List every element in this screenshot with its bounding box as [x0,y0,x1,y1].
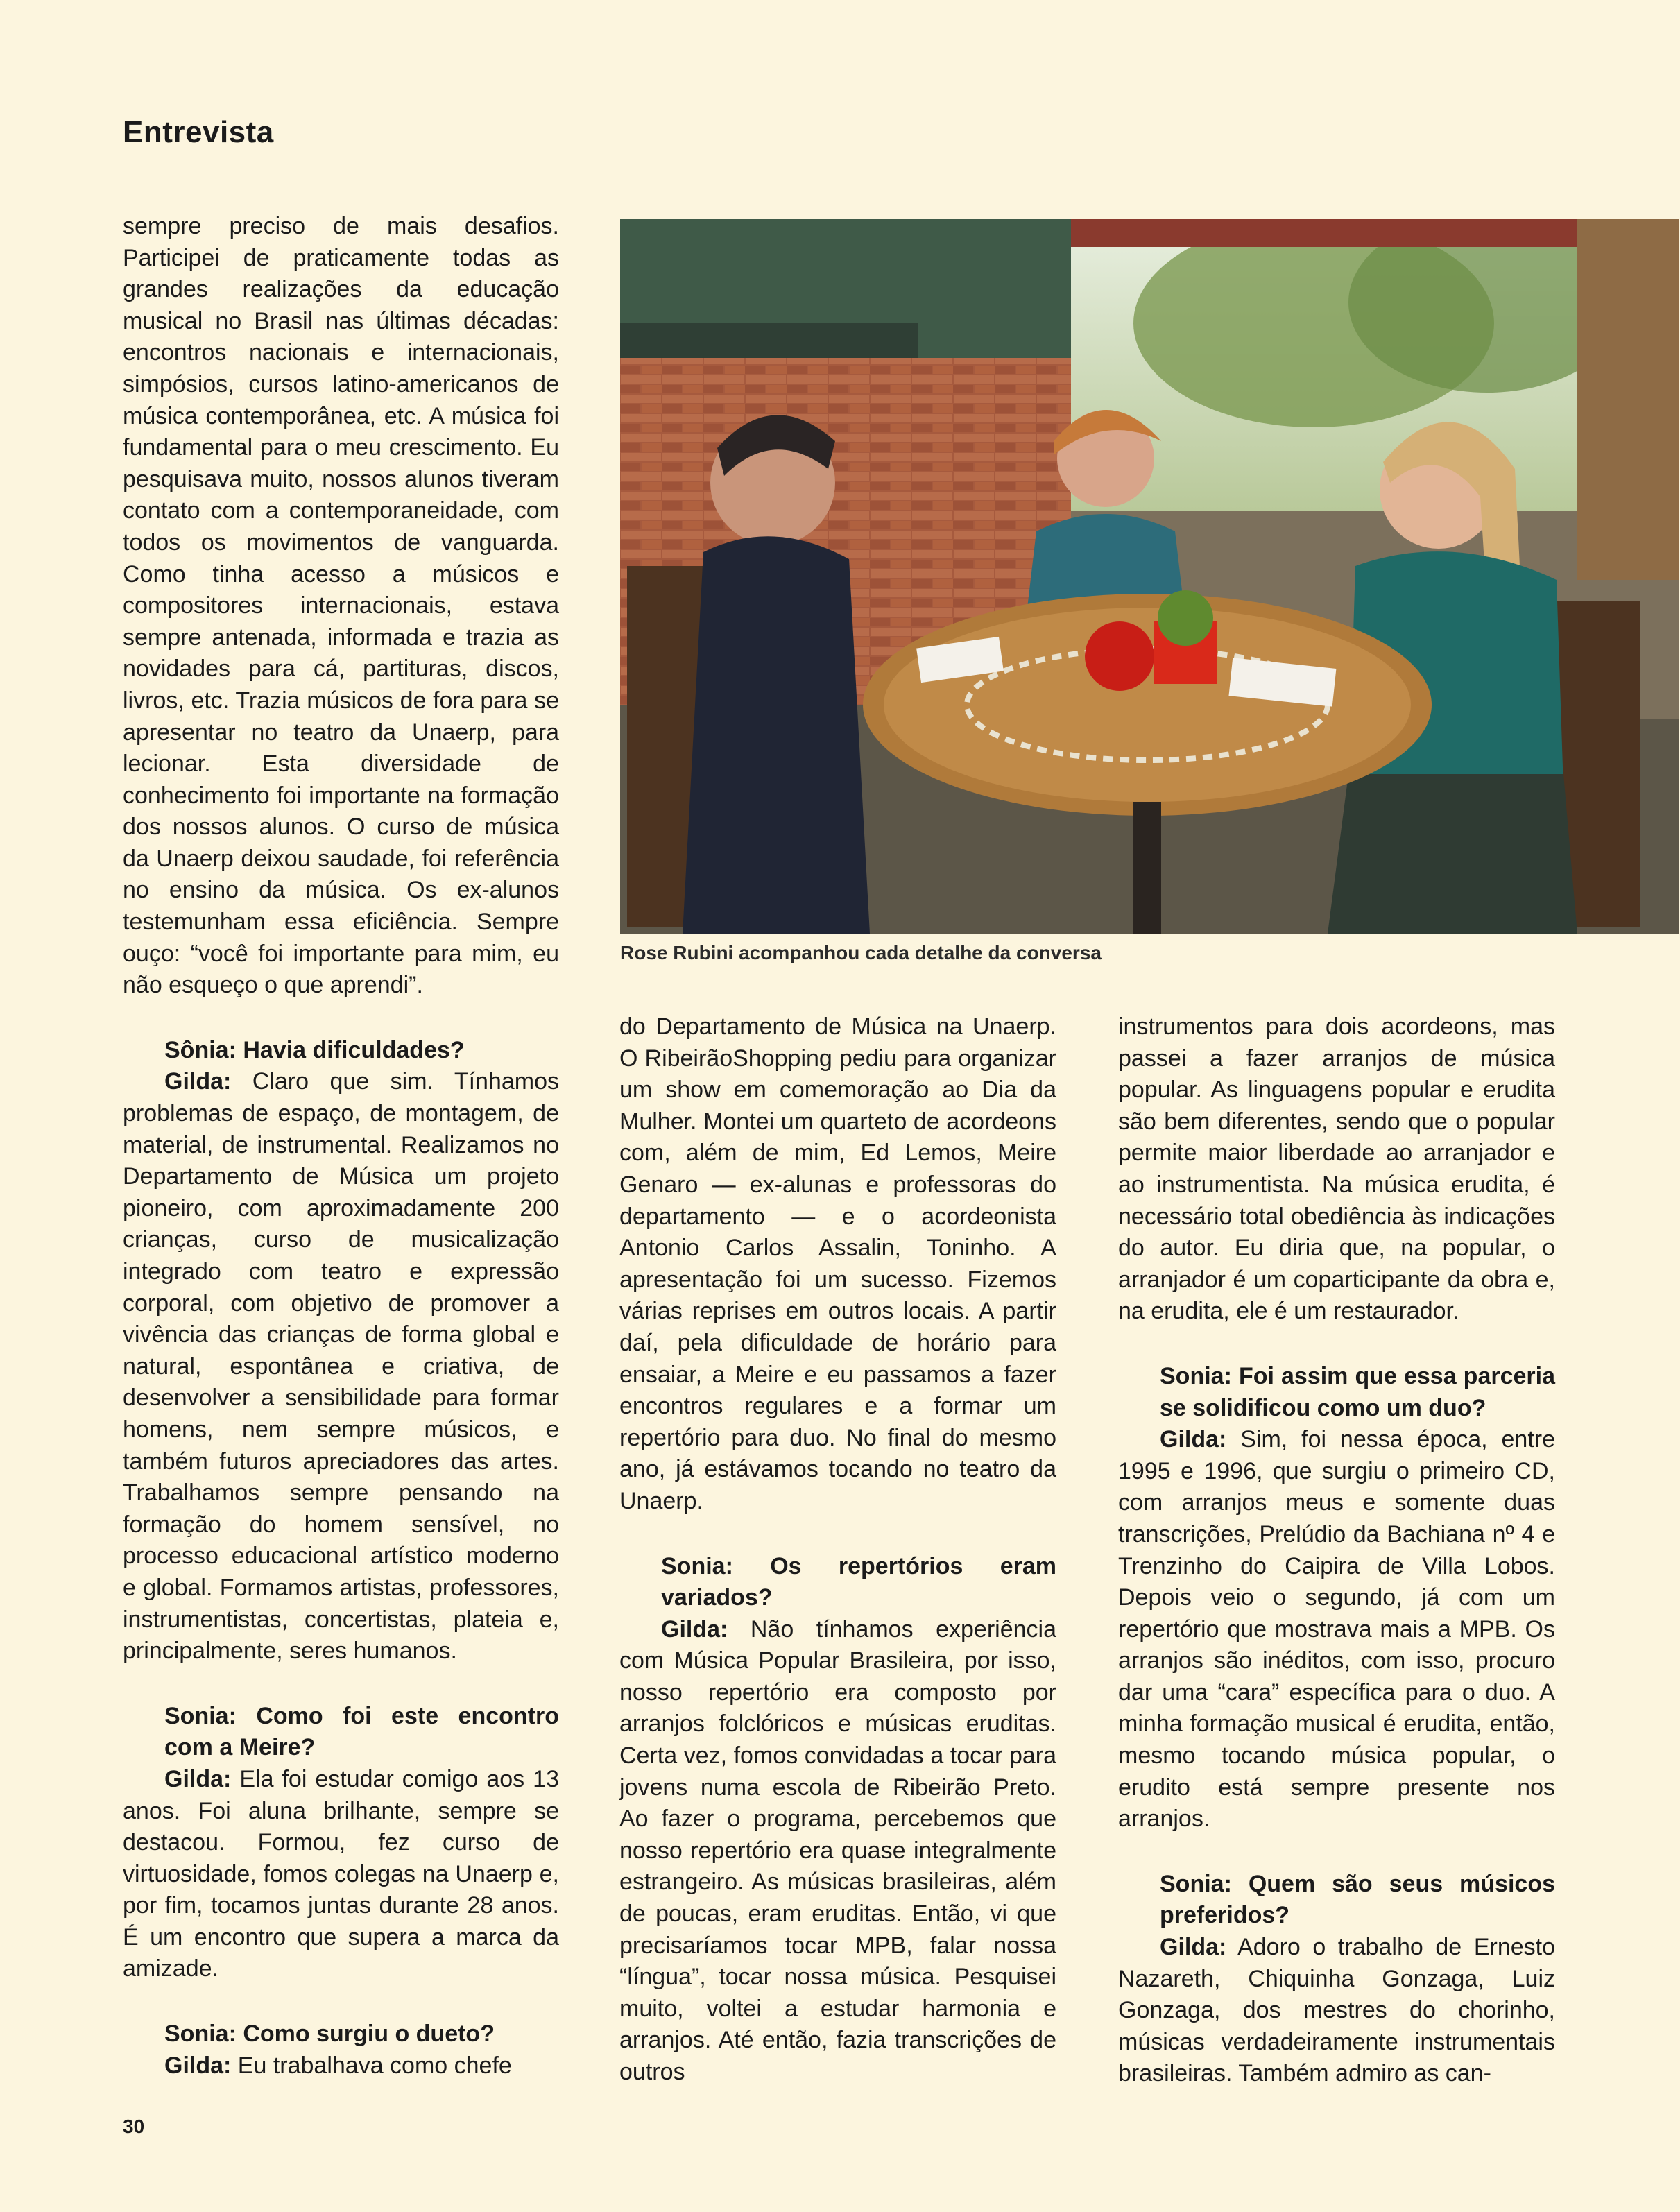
interview-photo [620,219,1679,934]
speaker-label: Gilda: [1160,1934,1227,1961]
interview-question: Sonia: Foi assim que essa parceria se solidificou como um duo? [1160,1362,1555,1421]
answer-text: Sim, foi nessa época, entre 1995 e 1996, que surgiu o primeiro CD, com arranjos meus e somente duas transcrições, Prelúdio da Bachiana nº 4 e Trenzinho do Caipira de Villa Lobos. Depois veio o segundo, já com um repertório que mostrava mais a MPB. Os arranjos são inéditos, com isso, procuro dar uma “cara” específica para o duo. A minha formação musical é erudita, então, mesmo tocando música popular, o erudito está sempre presente nos arranjos. [1118,1426,1555,1833]
paragraph: sempre preciso de mais desafios. Participei de praticamente todas as grandes realizações da educação musical no Brasil nas últimas décadas: encontros nacionais e internacionais, simpósios, cursos latino-americanos de música contemporânea, etc. A música foi fundamental para o meu crescimento. Eu pesquisava muito, nossos alunos tiveram contato com a contemporaneidade, com todos os movimentos de vanguarda. Como tinha acesso a músicos e compositores internacionais, estava sempre antenada, informada e trazia as novidades para cá, partituras, discos, livros, etc. Trazia músicos de fora para se apresentar no teatro da Unaerp, para lecionar. Esta diversidade de conhecimento foi importante na formação dos nossos alunos. O curso de música da Unaerp deixou saudade, foi referência no ensino da música. Os ex-alunos testemunham essa eficiência. Sempre ouço: “você foi importante para mim, eu não esqueço o que aprendi”. [123,213,559,999]
section-title: Entrevista [123,115,274,149]
interview-answer [1118,1932,1555,2090]
article-column-2 [619,1011,1056,2089]
interview-question: Sonia: Como surgiu o dueto? [164,2021,495,2048]
article-column-1 [123,211,559,2082]
answer-text: Adoro o trabalho de Ernesto Nazareth, Chiquinha Gonzaga, Luiz Gonzaga, dos mestres do chorinho, músicas verdadeiramente instrumentais brasileiras. Também admiro as can- [1118,1934,1555,2087]
interview-answer [619,1614,1056,2089]
answer-text: Eu trabalhava como chefe [231,2052,512,2079]
interview-question: Sonia: Como foi este encontro com a Meire? [164,1702,559,1761]
speaker-label: Gilda: [164,1068,232,1095]
interview-question: Sônia: Havia dificuldades? [164,1036,465,1063]
page-number: 30 [123,2116,145,2137]
speaker-label: Gilda: [164,2052,232,2079]
speaker-label: Gilda: [661,1615,728,1643]
photo-caption: Rose Rubini acompanhou cada detalhe da conversa [620,942,1102,963]
answer-text: Claro que sim. Tínhamos problemas de espaço, de montagem, de material, de instrumental. Realizamos no Departamento de Música um projeto pioneiro, com aproximadamente 200 crianças, curso de musicalização integrado com teatro e expressão corporal, com objetivo de promover a vivência das crianças de forma global e natural, espontânea e criativa, de desenvolver a sensibilidade para formar homens, nem sempre músicos, e também futuros apreciadores das artes. Trabalhamos sempre pensando na formação do homem sensível, no processo educacional artístico moderno e global. Formamos artistas, professores, instrumentistas, concertistas, plateia e, principalmente, seres humanos. [123,1068,559,1665]
article-column-3 [1118,1011,1555,2090]
interview-answer [123,2050,559,2082]
interview-question: Sonia: Quem são seus músicos preferidos? [1160,1870,1555,1929]
paragraph: do Departamento de Música na Unaerp. O RibeirãoShopping pediu para organizar um show em comemoração ao Dia da Mulher. Montei um quarteto de acordeons com, além de mim, Ed Lemos, Meire Genaro — ex-alunas e professoras do departamento — e o acordeonista Antonio Carlos Assalin, Toninho. A apresentação foi um sucesso. Fizemos várias reprises em outros locais. A partir daí, pela dificuldade de horário para ensaiar, a Meire e eu passamos a fazer encontros regulares e a formar um repertório para duo. No final do mesmo ano, já estávamos tocando no teatro da Unaerp. [619,1013,1056,1514]
speaker-label: Gilda: [164,1765,232,1792]
interview-answer [1118,1424,1555,1835]
interview-question: Sonia: Os repertórios eram variados? [661,1552,1056,1611]
interview-answer [123,1764,559,1985]
answer-text: Não tínhamos experiência com Música Popular Brasileira, por isso, nosso repertório era composto por arranjos folclóricos e músicas eruditas. Certa vez, fomos convidadas a tocar para jovens numa escola de Ribeirão Preto. Ao fazer o programa, percebemos que nosso repertório era quase integralmente estrangeiro. As músicas brasileiras, além de poucas, eram eruditas. Então, vi que precisaríamos tocar MPB, falar nossa “língua”, tocar nossa música. Pesquisei muito, voltei a estudar harmonia e arranjos. Até então, fazia transcrições de outros [619,1615,1056,2085]
interview-answer [123,1066,559,1667]
speaker-label: Gilda: [1160,1426,1227,1453]
paragraph: instrumentos para dois acordeons, mas passei a fazer arranjos de música popular. As linguagens popular e erudita são bem diferentes, sendo que o popular permite maior liberdade ao arranjador e ao instrumentista. Na música erudita, é necessário total obediência às indicações do autor. Eu diria que, na popular, o arranjador é um coparticipante da obra e, na erudita, ele é um restaurador. [1118,1013,1555,1325]
answer-text: Ela foi estudar comigo aos 13 anos. Foi aluna brilhante, sempre se destacou. Formou, fez curso de virtuosidade, fomos colegas na Unaerp e, por fim, tocamos juntas durante 28 anos. É um encontro que supera a marca da amizade. [123,1765,559,1982]
